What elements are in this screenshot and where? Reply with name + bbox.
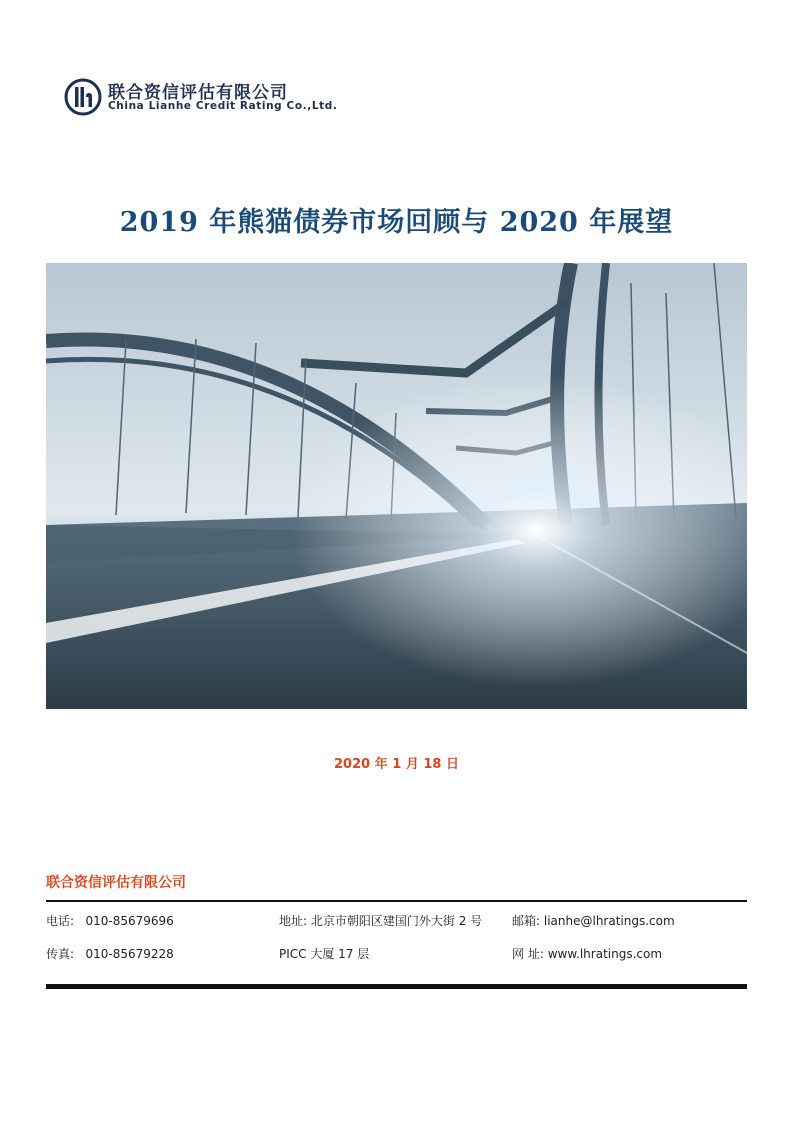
bottom-rule [46, 984, 747, 989]
company-name-cn: 联合资信评估有限公司 [108, 83, 288, 103]
company-header [64, 76, 364, 116]
report-title: 2019 年熊猫债券市场回顾与 2020 年展望 [119, 207, 674, 238]
email-line [512, 912, 675, 929]
address-line-2: PICC 大厦 17 层 [279, 947, 370, 961]
phone-label: 电话: [46, 914, 75, 928]
address-value: 北京市朝阳区建国门外大街 2 号 [310, 914, 483, 928]
website-link[interactable]: www.lhratings.com [547, 947, 663, 961]
report-date: 2020 年 1 月 18 日 [334, 757, 459, 772]
fax-line [46, 945, 174, 962]
footer-divider [46, 900, 747, 902]
company-name-en: China Lianhe Credit Rating Co.,Ltd. [108, 100, 338, 112]
lianhe-logo-icon [64, 78, 102, 116]
phone-line [46, 912, 174, 929]
website-label: 网 址: [512, 947, 544, 961]
address-line-1 [279, 912, 482, 929]
phone-value: 010-85679696 [85, 914, 174, 928]
footer-company-name: 联合资信评估有限公司 [46, 875, 186, 891]
fax-value: 010-85679228 [85, 947, 174, 961]
cover-image [46, 263, 747, 709]
email-label: 邮箱: [512, 914, 541, 928]
website-line [512, 945, 662, 962]
address-label: 地址: [279, 914, 308, 928]
fax-label: 传真: [46, 947, 75, 961]
email-link[interactable]: lianhe@lhratings.com [543, 914, 675, 928]
